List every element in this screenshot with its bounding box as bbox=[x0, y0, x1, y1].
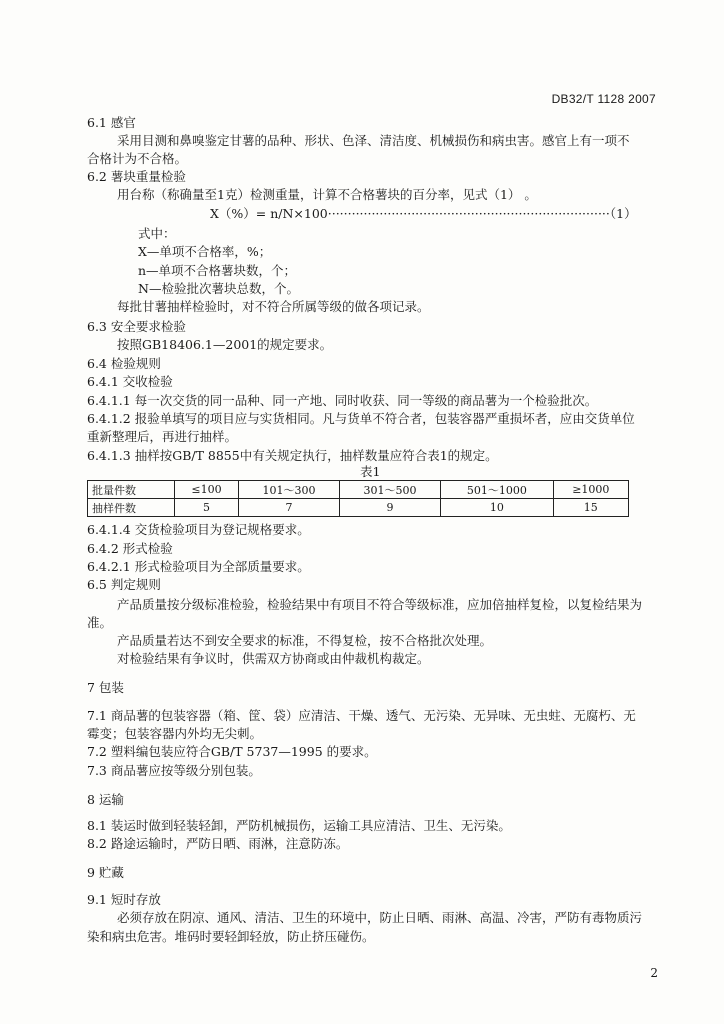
text-line: 产品质量按分级标准检验，检验结果中有项目不符合等级标准，应加倍抽样复检，以复检结果为 bbox=[117, 597, 643, 612]
text-line: 6.4.2.1 形式检验项目为全部质量要求。 bbox=[87, 559, 310, 574]
text-line: 6.4.2 形式检验 bbox=[87, 541, 173, 556]
text-line: 产品质量若达不到安全要求的标准，不得复检，按不合格批次处理。 bbox=[117, 633, 493, 648]
text-line: 6.4.1 交收检验 bbox=[87, 374, 173, 389]
text-line: X—单项不合格率，%； bbox=[138, 244, 272, 259]
table-cell: 101～300 bbox=[238, 481, 339, 499]
table-cell: 5 bbox=[175, 499, 239, 517]
text-line: 6.4.1.1 每一次交货的同一品种、同一产地、同时收获、同一等级的商品薯为一个检验批次。 bbox=[87, 393, 598, 408]
text-line: 必须存放在阴凉、通风、清洁、卫生的环境中，防止日晒、雨淋、高温、冷害，严防有毒物质污 bbox=[117, 910, 643, 925]
table-cell: 301～500 bbox=[340, 481, 441, 499]
text-line: 重新整理后，再进行抽样。 bbox=[87, 429, 238, 444]
text-line: 采用目测和鼻嗅鉴定甘薯的品种、形状、色泽、清洁度、机械损伤和病虫害。感官上有一项不 bbox=[117, 133, 630, 148]
text-line: 合格计为不合格。 bbox=[87, 151, 188, 166]
text-line: 式中： bbox=[138, 226, 176, 241]
table-cell: 15 bbox=[553, 499, 628, 517]
text-line: 6.4.1.3 抽样按GB/T 8855中有关规定执行，抽样数量应符合表1的规定。 bbox=[87, 448, 498, 463]
text-line: 每批甘薯抽样检验时，对不符合所属等级的做各项记录。 bbox=[117, 299, 430, 314]
text-line: 7.1 商品薯的包装容器（箱、筐、袋）应清洁、干燥、透气、无污染、无异味、无虫蛀、无腐朽、无 bbox=[87, 708, 636, 723]
table-cell: ≥1000 bbox=[553, 481, 628, 499]
text-line: 7.3 商品薯应按等级分别包装。 bbox=[87, 763, 261, 778]
text-line: 按照GB18406.1—2001的规定要求。 bbox=[117, 337, 333, 352]
table-row-label: 抽样件数 bbox=[88, 499, 175, 517]
table-cell: 501～1000 bbox=[441, 481, 554, 499]
text-line: 对检验结果有争议时，供需双方协商或由仲裁机构裁定。 bbox=[117, 651, 430, 666]
standard-code-header: DB32/T 1128 2007 bbox=[551, 92, 656, 106]
text-line: 6.2 薯块重量检验 bbox=[87, 169, 186, 184]
table-row bbox=[88, 499, 629, 517]
text-line: 6.3 安全要求检验 bbox=[87, 319, 186, 334]
table-caption: 表1 bbox=[360, 464, 381, 479]
text-line: 6.4.1.4 交货检验项目为登记规格要求。 bbox=[87, 522, 310, 537]
text-line: 8 运输 bbox=[87, 792, 124, 807]
text-line: n—单项不合格薯块数，个； bbox=[138, 263, 297, 278]
text-line: 6.5 判定规则 bbox=[87, 577, 161, 592]
table-cell: ≤100 bbox=[175, 481, 239, 499]
text-line: 6.4.1.2 报验单填写的项目应与实货相同。凡与货单不符合者，包装容器严重损坏者，应由交货单位 bbox=[87, 411, 635, 426]
text-line: 8.1 装运时做到轻装轻卸，严防机械损伤，运输工具应清洁、卫生、无污染。 bbox=[87, 818, 511, 833]
text-line: 9.1 短时存放 bbox=[87, 892, 161, 907]
sampling-table bbox=[87, 480, 629, 517]
table-row-label: 批量件数 bbox=[88, 481, 175, 499]
text-line: 染和病虫危害。堆码时要轻卸轻放，防止挤压碰伤。 bbox=[87, 929, 375, 944]
text-line: 6.4 检验规则 bbox=[87, 356, 161, 371]
top-edge-mark bbox=[654, 0, 724, 6]
text-line: X（%）= n/N×100·······································································（1） bbox=[210, 206, 637, 221]
table-row bbox=[88, 481, 629, 499]
table-cell: 7 bbox=[238, 499, 339, 517]
text-line: 7.2 塑料编包装应符合GB/T 5737—1995 的要求。 bbox=[87, 744, 377, 759]
text-line: 准。 bbox=[87, 615, 113, 630]
text-line: 8.2 路途运输时，严防日晒、雨淋，注意防冻。 bbox=[87, 836, 349, 851]
page-number: 2 bbox=[650, 966, 658, 980]
text-line: 用台称（称确量至1克）检测重量，计算不合格薯块的百分率，见式（1） 。 bbox=[117, 187, 537, 202]
text-line: 7 包装 bbox=[87, 680, 124, 695]
table-cell: 10 bbox=[441, 499, 554, 517]
table-cell: 9 bbox=[340, 499, 441, 517]
text-line: 9 贮藏 bbox=[87, 865, 124, 880]
text-line: 6.1 感官 bbox=[87, 115, 136, 130]
text-line: 霉变；包装容器内外均无尖刺。 bbox=[87, 726, 263, 741]
text-line: N—检验批次薯块总数，个。 bbox=[138, 281, 299, 296]
